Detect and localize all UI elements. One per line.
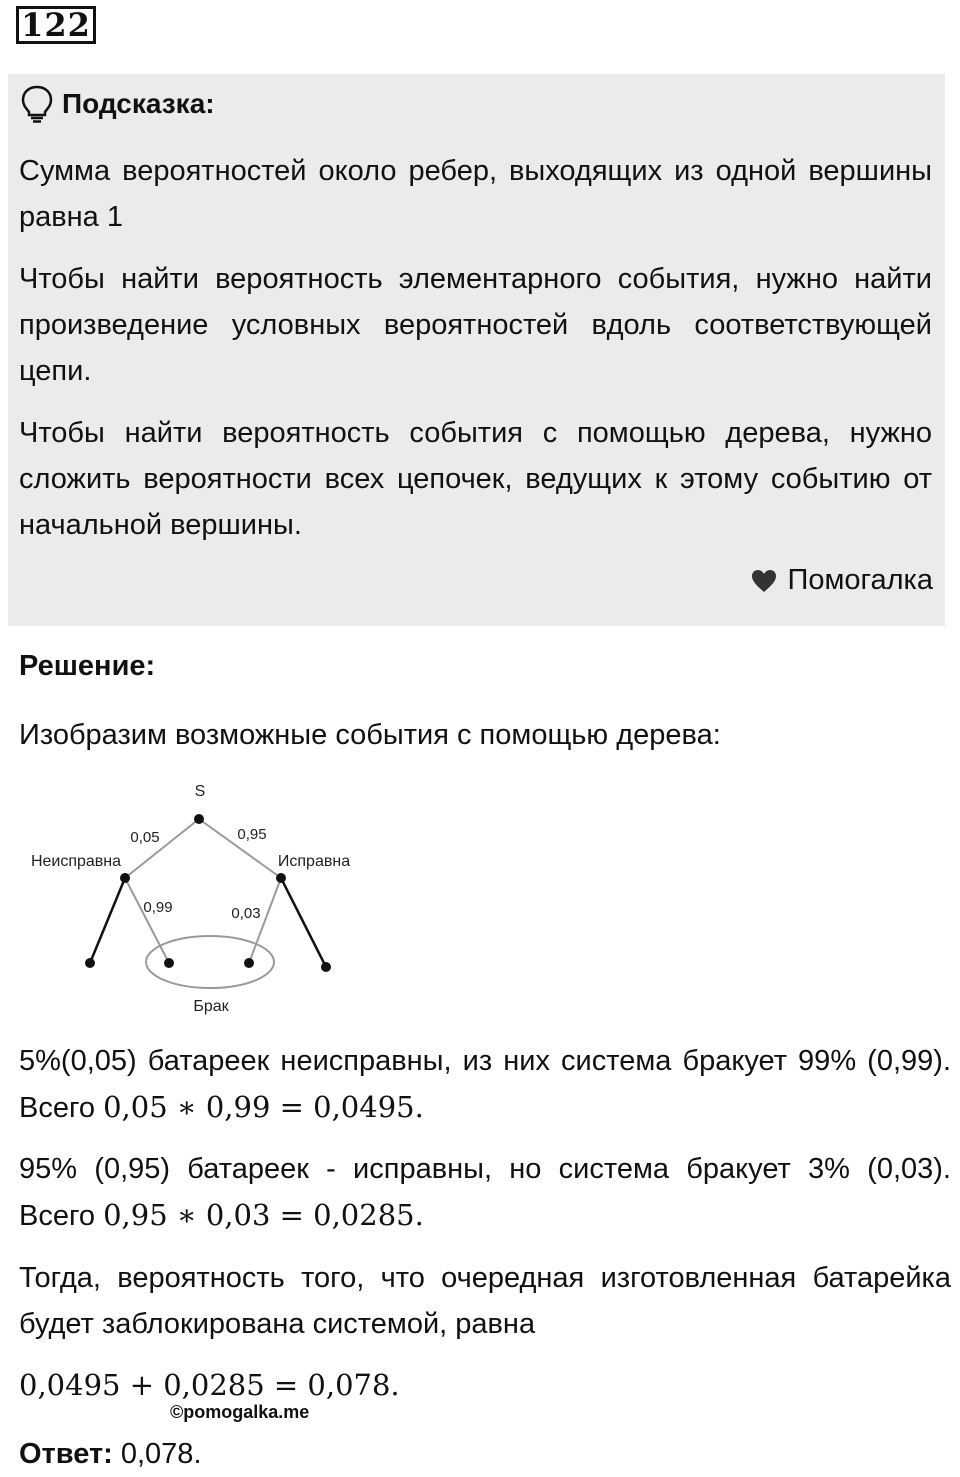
tree-node-right — [276, 873, 286, 883]
tree-node-root — [194, 814, 204, 824]
solution-intro: Изобразим возможные события с помощью дерева: — [19, 719, 721, 751]
probability-tree-diagram — [20, 770, 380, 1020]
hint-box — [8, 74, 945, 626]
tree-defect-label: Брак — [193, 998, 229, 1015]
solution-formula-1: 0,05 ∗ 0,99 = 0,0495. — [103, 1090, 424, 1124]
hint-header — [20, 82, 215, 126]
solution-formula-3: 0,0495 + 0,0285 = 0,078. — [19, 1368, 400, 1402]
brand-name: Помогалка — [787, 564, 933, 596]
hint-paragraph-1: Сумма вероятностей около ребер, выходящих из одной вершины равна 1 — [19, 155, 932, 233]
tree-edge-right-ok — [281, 878, 326, 967]
answer — [19, 1432, 202, 1476]
solution-formula-2: 0,95 ∗ 0,03 = 0,0285. — [103, 1198, 424, 1232]
task-number: 122 — [16, 6, 96, 44]
tree-root-label: S — [194, 783, 206, 800]
tree-edge-root-left — [125, 819, 199, 878]
tree-edge-label-root-left: 0,05 — [130, 829, 160, 846]
tree-leaf-left-defect — [164, 958, 174, 968]
brand — [750, 564, 933, 597]
tree-edge-left-ok — [90, 878, 125, 963]
solution-paragraph-1 — [19, 1038, 951, 1131]
tree-node-left — [120, 873, 130, 883]
lightbulb-icon — [20, 84, 54, 124]
hint-paragraph-2: Чтобы найти вероятность элементарного события, нужно найти произведение условных вероятностей вдоль соответствующей цепи. — [19, 263, 932, 387]
tree-leaf-right-defect — [244, 958, 254, 968]
solution-paragraph-1-text: 5%(0,05) батареек неисправны, из них система бракует 99% (0,99). Всего — [19, 1045, 951, 1124]
hint-paragraph-3: Чтобы найти вероятность события с помощью дерева, нужно сложить вероятности всех цепочек, ведущих к этому событию от начальной вершины. — [19, 417, 932, 541]
tree-edge-left-defect — [125, 878, 169, 963]
tree-left-label: Неисправна — [30, 853, 122, 870]
tree-edge-label-right-defect: 0,03 — [231, 905, 261, 922]
heart-icon — [750, 568, 778, 594]
answer-label: Ответ: — [19, 1438, 113, 1470]
answer-value: 0,078. — [112, 1438, 202, 1470]
tree-right-label: Исправна — [277, 853, 351, 870]
tree-leaf-left-ok — [85, 958, 95, 968]
tree-edge-label-root-right: 0,95 — [237, 826, 267, 843]
hint-title: Подсказка: — [62, 88, 215, 119]
solution-paragraph-2-text: 95% (0,95) батареек - исправны, но система бракует 3% (0,03). Всего — [19, 1153, 951, 1232]
tree-leaf-right-ok — [321, 962, 331, 972]
tree-edge-label-left-defect: 0,99 — [143, 899, 173, 916]
watermark: ©pomogalka.me — [170, 1402, 310, 1422]
solution-paragraph-3: Тогда, вероятность того, что очередная изготовленная батарейка будет заблокирована системой, равна — [19, 1262, 951, 1340]
solution-heading: Решение: — [19, 650, 156, 682]
solution-paragraph-2 — [19, 1146, 951, 1239]
